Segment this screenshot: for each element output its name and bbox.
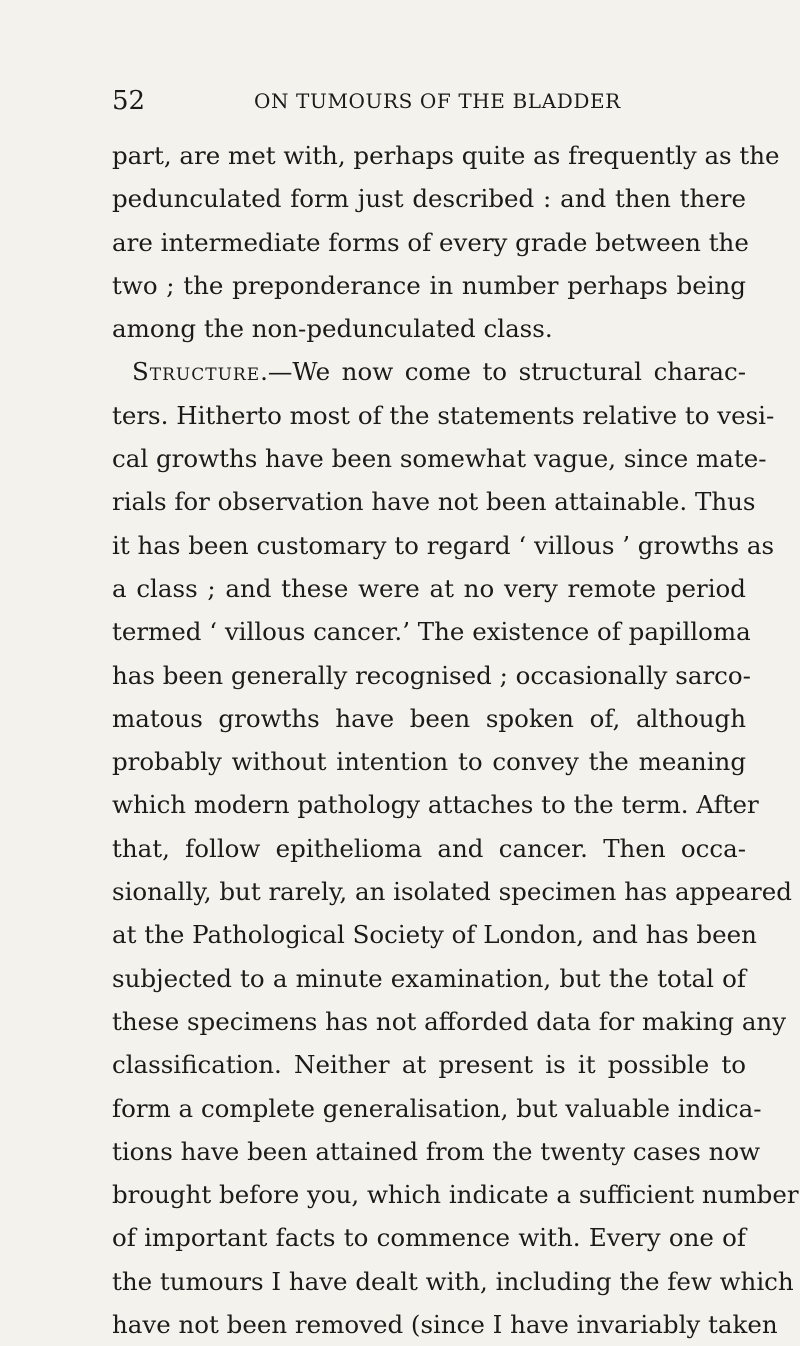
running-title: ON TUMOURS OF THE BLADDER bbox=[254, 89, 621, 113]
running-head bbox=[112, 86, 742, 116]
text-line: among the non-pedunculated class. bbox=[112, 314, 553, 344]
text-line: are intermediate forms of every grade between the bbox=[112, 227, 749, 257]
section-heading-line: Structure.—We now come to structural charac- bbox=[132, 357, 746, 387]
page-number: 52 bbox=[112, 86, 146, 116]
text-line: part, are met with, perhaps quite as frequently as the bbox=[112, 141, 780, 170]
text-line: matous growths have been spoken of, although bbox=[112, 703, 746, 733]
text-line: has been generally recognised ; occasionally sarco- bbox=[112, 660, 751, 690]
text-line: sionally, but rarely, an isolated specimen has appeared bbox=[112, 877, 792, 907]
text-line: that, follow epithelioma and cancer. Then occa- bbox=[112, 833, 746, 863]
text-line: termed ‘ villous cancer.’ The existence of papilloma bbox=[112, 617, 751, 647]
text-line: which modern pathology attaches to the term. After bbox=[112, 790, 759, 820]
text-line: cal growths have been somewhat vague, since mate- bbox=[112, 444, 767, 474]
text-line: rials for observation have not been attainable. Thus bbox=[112, 487, 756, 517]
text-line: pedunculated form just described : and then there bbox=[112, 184, 746, 214]
text-line: it has been customary to regard ‘ villous ’ growths as bbox=[112, 530, 775, 560]
text-line: ters. Hitherto most of the statements relative to vesi- bbox=[112, 400, 775, 430]
text-line: at the Pathological Society of London, and has been bbox=[112, 920, 757, 950]
text-line: the tumours I have dealt with, including the few which bbox=[112, 1266, 794, 1296]
text-line: tions have been attained from the twenty cases now bbox=[112, 1136, 761, 1166]
text-line: a class ; and these were at no very remote period bbox=[112, 573, 746, 603]
text-line: two ; the preponderance in number perhaps being bbox=[112, 270, 746, 300]
text-line: form a complete generalisation, but valuable indica- bbox=[112, 1093, 762, 1123]
section-heading-smallcaps: Structure bbox=[132, 357, 261, 387]
text-line: brought before you, which indicate a sufficient number bbox=[112, 1180, 799, 1210]
body-text bbox=[112, 134, 799, 1346]
text-line: subjected to a minute examination, but the total of bbox=[112, 963, 746, 993]
text-line: have not been removed (since I have invariably taken bbox=[112, 1310, 778, 1340]
text-line: of important facts to commence with. Every one of bbox=[112, 1223, 746, 1253]
text-line: probably without intention to convey the meaning bbox=[112, 747, 746, 777]
text-line: these specimens has not afforded data for making any bbox=[112, 1006, 787, 1036]
text-line: classification. Neither at present is it possible to bbox=[112, 1050, 746, 1080]
